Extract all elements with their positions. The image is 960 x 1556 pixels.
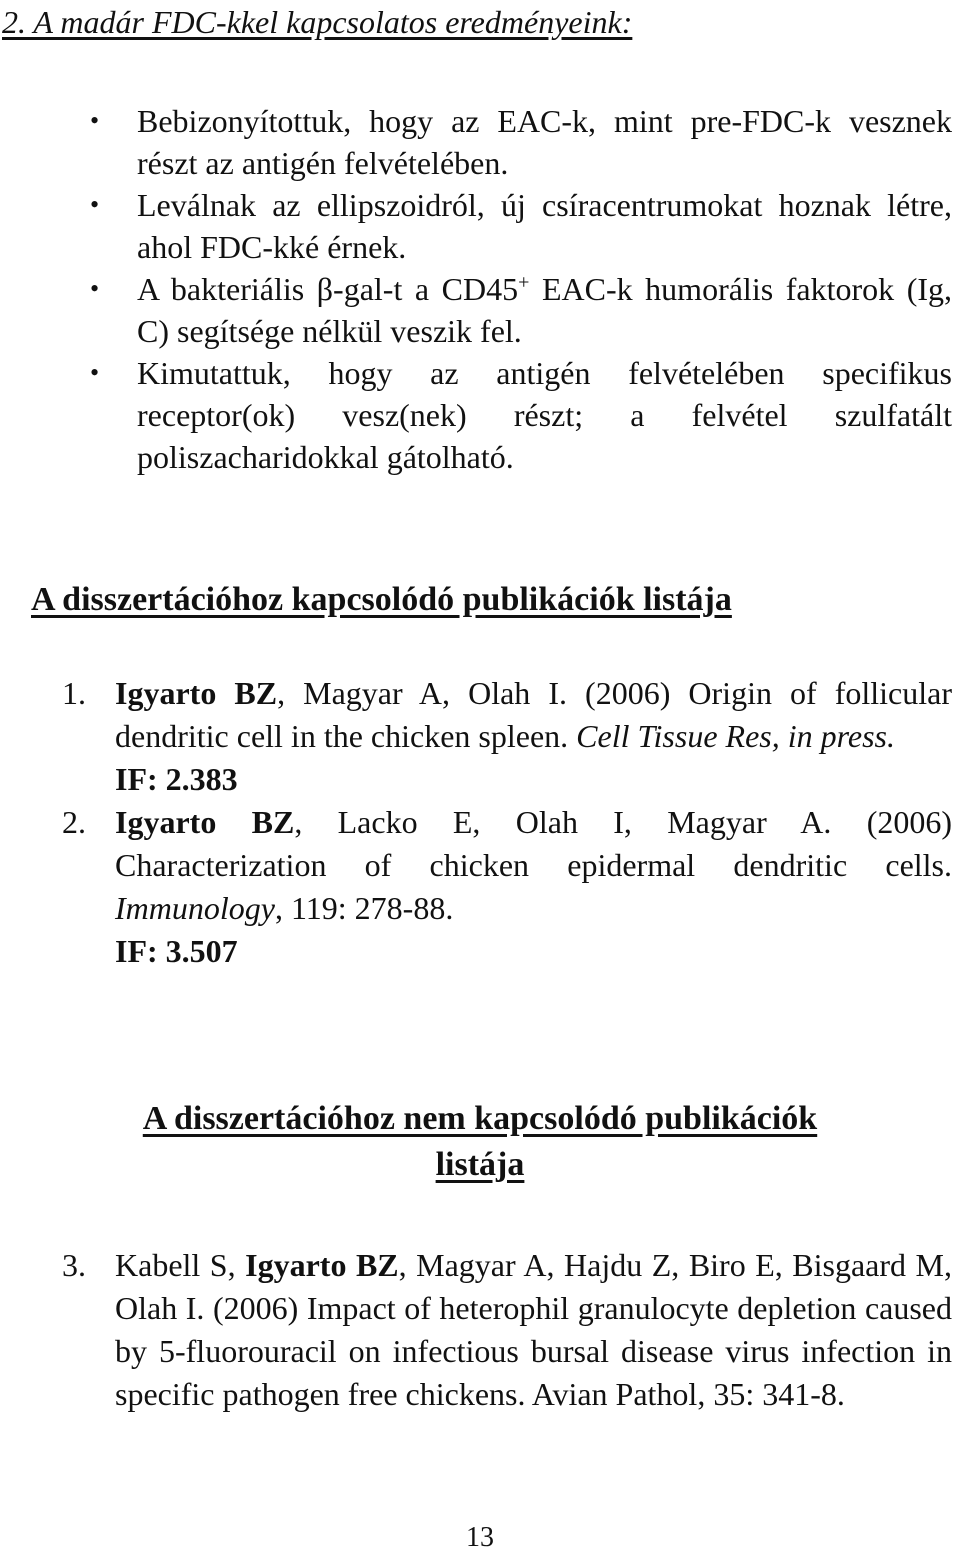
list-item xyxy=(0,184,960,268)
bullet-icon: • xyxy=(90,190,100,219)
publication-citation: , Magyar A, Hajdu Z, Biro E, Bisgaard M, Olah I. (2006) Impact of heterophil granulocyte depletion caused by 5-fluorouracil on infectious bursal disease virus infection in specific pathogen free chickens. Avian Pathol, 35: 341-8. xyxy=(115,1247,953,1412)
list-item xyxy=(0,268,960,352)
publication-item xyxy=(0,801,960,973)
title-line: listája xyxy=(435,1146,525,1183)
list-item xyxy=(0,352,960,478)
bullet-text: Kimutattuk, hogy az antigén felvételében specifikus receptor(ok) vesz(nek) részt; a felvétel szulfatált poliszacharidokkal gátolható. xyxy=(137,355,952,475)
highlighted-author: Igyarto BZ xyxy=(115,804,295,840)
highlighted-author: Igyarto BZ xyxy=(115,675,278,711)
superscript-plus: + xyxy=(518,271,530,294)
journal-name: Cell Tissue Res, in press. xyxy=(576,718,895,754)
publication-number: 2. xyxy=(62,804,86,840)
publication-citation: , Lacko E, Olah I, Magyar A. (2006) Characterization of chicken epidermal dendritic cells. xyxy=(115,804,953,883)
unrelated-publications-list xyxy=(0,1244,960,1416)
impact-factor: IF: 3.507 xyxy=(115,933,238,969)
related-publications-title: A disszertációhoz kapcsolódó publikációk listája xyxy=(31,581,732,618)
bullet-text: Bebizonyítottuk, hogy az EAC-k, mint pre-FDC-k vesznek részt az antigén felvételében. xyxy=(137,103,952,181)
publication-number: 1. xyxy=(62,675,86,711)
publication-tail: , 119: 278-88. xyxy=(274,890,454,926)
title-line: A disszertációhoz nem kapcsolódó publikációk xyxy=(142,1100,818,1137)
list-item xyxy=(0,100,960,184)
unrelated-publications-title xyxy=(0,1096,960,1188)
publication-authors-start: Kabell S, xyxy=(115,1247,246,1283)
impact-factor: IF: 2.383 xyxy=(115,761,238,797)
section-heading: 2. A madár FDC-kkel kapcsolatos eredményeink: xyxy=(2,4,633,40)
results-bullet-list xyxy=(0,100,960,478)
journal-name: Immunology xyxy=(115,890,275,926)
highlighted-author: Igyarto BZ xyxy=(245,1247,399,1283)
bullet-icon: • xyxy=(90,358,100,387)
publication-number: 3. xyxy=(62,1247,86,1283)
bullet-icon: • xyxy=(90,274,100,303)
publication-item xyxy=(0,1244,960,1416)
page-number: 13 xyxy=(466,1522,494,1553)
publication-item xyxy=(0,672,960,801)
publication-citation: , Magyar A, Olah I. (2006) Origin of follicular dendritic cell in the chicken spleen. xyxy=(115,675,953,754)
related-publications-list xyxy=(0,672,960,973)
bullet-icon: • xyxy=(90,106,100,135)
bullet-text: Leválnak az ellipszoidról, új csíracentrumokat hoznak létre, ahol FDC-kké érnek. xyxy=(137,187,952,265)
bullet-text-end: EAC-k humorális faktorok (Ig, C) segítsége nélkül veszik fel. xyxy=(137,271,952,349)
bullet-text-start: A bakteriális β-gal-t a CD45 xyxy=(137,271,519,307)
